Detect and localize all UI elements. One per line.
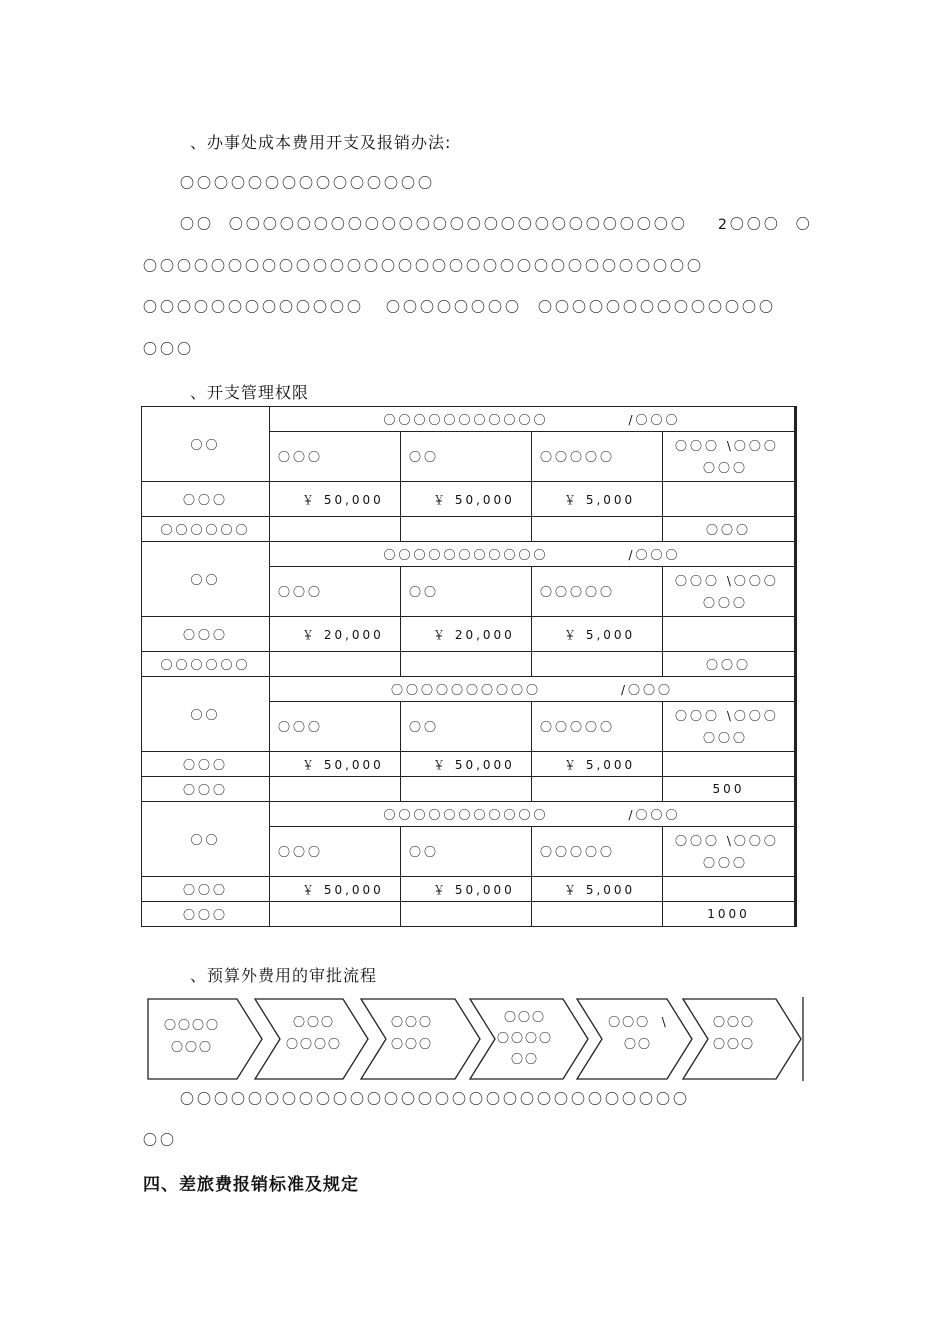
table-row xyxy=(142,902,796,927)
amount-cell: ￥ 20,000 xyxy=(401,617,532,652)
amount-cell: ￥ 50,000 xyxy=(401,482,532,517)
header-text: 〇〇〇〇〇〇〇〇〇〇〇 xyxy=(383,547,549,562)
amount-cell: ￥ 50,000 xyxy=(401,752,532,777)
column-header: 〇〇〇 xyxy=(270,567,401,617)
table-row xyxy=(142,482,796,517)
column-header: 〇〇〇〇〇 xyxy=(532,702,663,752)
amount-cell xyxy=(663,877,796,902)
header-unit: /〇〇〇 xyxy=(628,807,681,822)
column-header: 〇〇〇 xyxy=(270,702,401,752)
flow-step-label: 〇〇〇 〇〇〇〇 〇〇 xyxy=(496,1010,553,1066)
empty-cell xyxy=(401,902,532,927)
amount-cell xyxy=(663,752,796,777)
row-label: 〇〇 xyxy=(142,407,270,482)
table-row xyxy=(142,652,796,677)
empty-cell xyxy=(270,517,401,542)
header-cell xyxy=(270,802,796,827)
flow-step-label: 〇〇〇 \ 〇〇 xyxy=(608,1015,668,1051)
column-header: 〇〇〇 xyxy=(270,432,401,482)
empty-cell xyxy=(532,517,663,542)
row-label: 〇〇〇〇〇〇 xyxy=(142,517,270,542)
amount-cell: ￥ 20,000 xyxy=(270,617,401,652)
column-header: 〇〇〇〇〇 xyxy=(532,827,663,877)
row-label: 〇〇 xyxy=(142,802,270,877)
column-header: 〇〇〇 xyxy=(270,827,401,877)
empty-cell xyxy=(401,777,532,802)
column-header-line: 〇〇〇 \〇〇〇 xyxy=(675,573,779,588)
table-row xyxy=(142,617,796,652)
value-label: 〇〇〇 xyxy=(142,617,270,652)
column-header xyxy=(663,827,796,877)
paragraph-text: 〇〇〇〇〇〇〇〇 xyxy=(386,300,522,316)
amount-cell: ￥ 5,000 xyxy=(532,752,663,777)
approval-flow-diagram xyxy=(147,997,807,1081)
paragraph-text: 〇〇〇〇〇〇〇〇〇〇〇〇〇〇 xyxy=(538,300,776,316)
amount-cell: ￥ 50,000 xyxy=(401,877,532,902)
row-label: 〇〇 xyxy=(142,542,270,617)
empty-cell xyxy=(270,902,401,927)
empty-cell xyxy=(401,517,532,542)
table-row xyxy=(142,877,796,902)
limit-value: 1000 xyxy=(663,902,796,927)
header-cell xyxy=(270,407,796,432)
value-label: 〇〇〇 xyxy=(142,482,270,517)
header-unit: /〇〇〇 xyxy=(620,682,674,697)
header-cell xyxy=(270,677,796,702)
empty-cell xyxy=(532,777,663,802)
amount-cell: ￥ 5,000 xyxy=(532,617,663,652)
limit-value: 〇〇〇 xyxy=(663,517,796,542)
section-heading-permissions: 、开支管理权限 xyxy=(190,383,310,402)
column-header: 〇〇〇〇〇 xyxy=(532,432,663,482)
amount-cell xyxy=(663,617,796,652)
limit-value: 500 xyxy=(663,777,796,802)
column-header: 〇〇 xyxy=(401,827,532,877)
column-header-line: 〇〇〇 xyxy=(703,460,749,475)
column-header: 〇〇 xyxy=(401,702,532,752)
header-unit: /〇〇〇 xyxy=(628,412,681,427)
empty-cell xyxy=(270,652,401,677)
value-label: 〇〇〇 xyxy=(142,877,270,902)
paragraph-text: 〇〇〇〇〇〇〇〇〇〇〇〇〇〇〇〇〇〇〇〇〇〇〇〇〇〇〇〇〇〇〇〇〇 xyxy=(143,259,704,275)
row-label: 〇〇〇〇〇〇 xyxy=(142,652,270,677)
column-header-line: 〇〇〇 \〇〇〇 xyxy=(675,833,779,848)
empty-cell xyxy=(532,902,663,927)
column-header-line: 〇〇〇 xyxy=(703,730,749,745)
paragraph-text: 2〇〇〇 〇 xyxy=(718,217,813,233)
table-row xyxy=(142,777,796,802)
flow-step-label: 〇〇〇 〇〇〇〇 xyxy=(285,1015,342,1051)
column-header-line: 〇〇〇 xyxy=(703,595,749,610)
empty-cell xyxy=(270,777,401,802)
amount-cell: ￥ 5,000 xyxy=(532,877,663,902)
empty-cell xyxy=(532,652,663,677)
amount-cell: ￥ 50,000 xyxy=(270,482,401,517)
paragraph-text: 〇〇〇 xyxy=(143,342,194,358)
table-row xyxy=(142,407,796,432)
amount-cell: ￥ 5,000 xyxy=(532,482,663,517)
flow-step-label: 〇〇〇 〇〇〇 xyxy=(712,1015,755,1051)
header-cell xyxy=(270,542,796,567)
amount-cell xyxy=(663,482,796,517)
row-label: 〇〇〇 xyxy=(142,777,270,802)
column-header-line: 〇〇〇 xyxy=(703,855,749,870)
table-row xyxy=(142,542,796,567)
row-label: 〇〇〇 xyxy=(142,902,270,927)
value-label: 〇〇〇 xyxy=(142,752,270,777)
flow-step-label: 〇〇〇 〇〇〇 xyxy=(390,1015,433,1051)
section-heading-expense-method: 、办事处成本费用开支及报销办法: xyxy=(190,133,452,152)
table-row xyxy=(142,517,796,542)
column-header xyxy=(663,567,796,617)
limit-value: 〇〇〇 xyxy=(663,652,796,677)
column-header-line: 〇〇〇 \〇〇〇 xyxy=(675,438,779,453)
paragraph-text: 〇〇 xyxy=(143,1133,177,1149)
header-text: 〇〇〇〇〇〇〇〇〇〇 xyxy=(390,682,541,697)
paragraph-text: 〇〇〇〇〇〇〇〇〇〇〇〇〇〇〇〇〇〇〇〇〇〇〇〇〇〇〇〇〇〇 xyxy=(180,1092,690,1108)
header-text: 〇〇〇〇〇〇〇〇〇〇〇 xyxy=(383,412,549,427)
table-row xyxy=(142,802,796,827)
paragraph-text: 〇〇〇〇〇〇〇〇〇〇〇〇〇〇〇 xyxy=(180,176,435,192)
column-header: 〇〇 xyxy=(401,567,532,617)
header-text: 〇〇〇〇〇〇〇〇〇〇〇 xyxy=(383,807,549,822)
table-row xyxy=(142,677,796,702)
permission-table xyxy=(141,406,797,927)
header-unit: /〇〇〇 xyxy=(628,547,681,562)
column-header xyxy=(663,432,796,482)
flow-step-label: 〇〇〇〇 〇〇〇 xyxy=(163,1018,220,1054)
section-heading-approval-flow: 、预算外费用的审批流程 xyxy=(190,966,378,985)
column-header: 〇〇 xyxy=(401,432,532,482)
column-header xyxy=(663,702,796,752)
table-row xyxy=(142,752,796,777)
column-header-line: 〇〇〇 \〇〇〇 xyxy=(675,708,779,723)
empty-cell xyxy=(401,652,532,677)
paragraph-text: 〇〇〇〇〇〇〇〇〇〇〇〇〇 xyxy=(143,300,364,316)
column-header: 〇〇〇〇〇 xyxy=(532,567,663,617)
amount-cell: ￥ 50,000 xyxy=(270,877,401,902)
row-label: 〇〇 xyxy=(142,677,270,752)
section-heading-travel: 四、差旅费报销标准及规定 xyxy=(143,1175,359,1195)
amount-cell: ￥ 50,000 xyxy=(270,752,401,777)
paragraph-text: 〇〇 〇〇〇〇〇〇〇〇〇〇〇〇〇〇〇〇〇〇〇〇〇〇〇〇〇〇〇 xyxy=(180,217,688,233)
